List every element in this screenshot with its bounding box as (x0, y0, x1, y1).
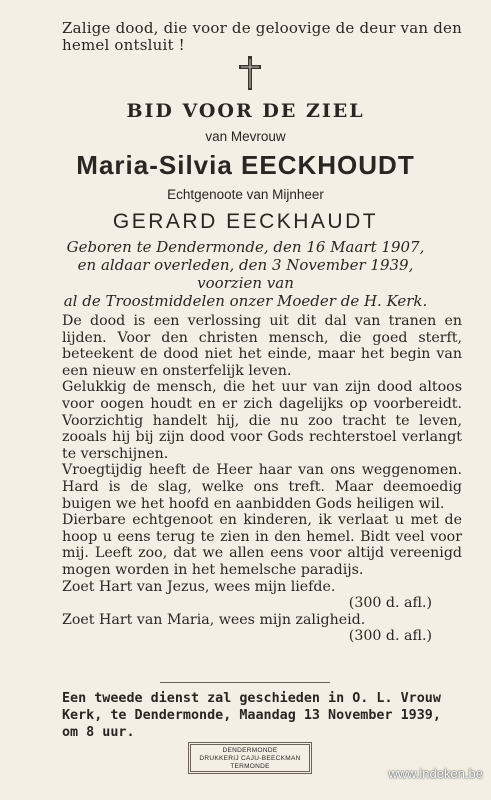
deceased-name: Maria-Silvia EECKHOUDT (76, 150, 415, 180)
printer-line: DENDERMONDE (222, 747, 278, 754)
detail-line: voorzien van (197, 274, 294, 292)
notice-line: Een tweede dienst zal geschieden in O. L. Vrouw (62, 691, 441, 706)
spouse-intro: Echtgenoote van Mijnheer (167, 187, 324, 202)
birth-death-details (40, 238, 451, 310)
paragraph: Gelukkig de mensch, die het uur van zijn dood altoos voor oogen houdt en er zich dagelijks op voorbereidt. Voorzichtig handelt hij, die nu zoo tracht te leven, zooals hij bij zijn dood voor Gods rechterstoel verlangt te verschijnen. (62, 379, 462, 462)
watermark: www.indeken.be (388, 766, 483, 781)
notice-line: Kerk, te Dendermonde, Maandag 13 November 1939, (62, 708, 441, 723)
paragraph: Dierbare echtgenoot en kinderen, ik verlaat u met de hoop u eens terug te zien in den hemel. Bidt veel voor mij. Leeft zoo, dat we allen eens voor altijd vereenigd mogen worden in het hemelsche paradijs. (62, 512, 462, 578)
printer-line: TERMONDE (230, 763, 270, 770)
indulgence-note: (300 d. afl.) (348, 628, 432, 645)
detail-line: en aldaar overleden, den 3 November 1939, (77, 256, 414, 274)
prayer-line: Zoet Hart van Jezus, wees mijn liefde. (62, 578, 336, 595)
printer-line: DRUKKERIJ CAJU-BEECKMAN (199, 755, 301, 762)
cross-icon (236, 55, 264, 91)
detail-line: Geboren te Dendermonde, den 16 Maart 1907, (66, 238, 425, 256)
printer-stamp (190, 744, 310, 772)
quote-line: hemel ontsluit ! (62, 36, 185, 54)
paragraph: Vroegtijdig heeft de Heer haar van ons weggenomen. Hard is de slag, welke ons treft. Maar deemoedig buigen we het hoofd en aanbidden Gods heiligen wil. (62, 462, 462, 512)
detail-line: al de Troostmiddelen onzer Moeder de H. Kerk. (63, 292, 428, 310)
prayer-heading: BID VOOR DE ZIEL (126, 100, 365, 122)
second-service-notice (62, 690, 467, 741)
opening-quote (62, 20, 462, 54)
memorial-text (62, 313, 462, 645)
quote-line: Zalige dood, die voor de geloovige de deur van den (62, 19, 462, 37)
van-mevrouw: van Mevrouw (205, 129, 286, 144)
indulgence-note: (300 d. afl.) (348, 595, 432, 612)
prayer-line: Zoet Hart van Maria, wees mijn zaligheid. (62, 611, 366, 628)
husband-name: GERARD EECKHAUDT (112, 210, 379, 233)
notice-line: om 8 uur. (62, 725, 135, 740)
divider (160, 682, 330, 683)
paragraph: De dood is een verlossing uit dit dal van tranen en lijden. Voor den christen mensch, die goed sterft, beteekent de dood niet het einde, maar het begin van een nieuw en onsterfelijk leven. (62, 313, 462, 379)
